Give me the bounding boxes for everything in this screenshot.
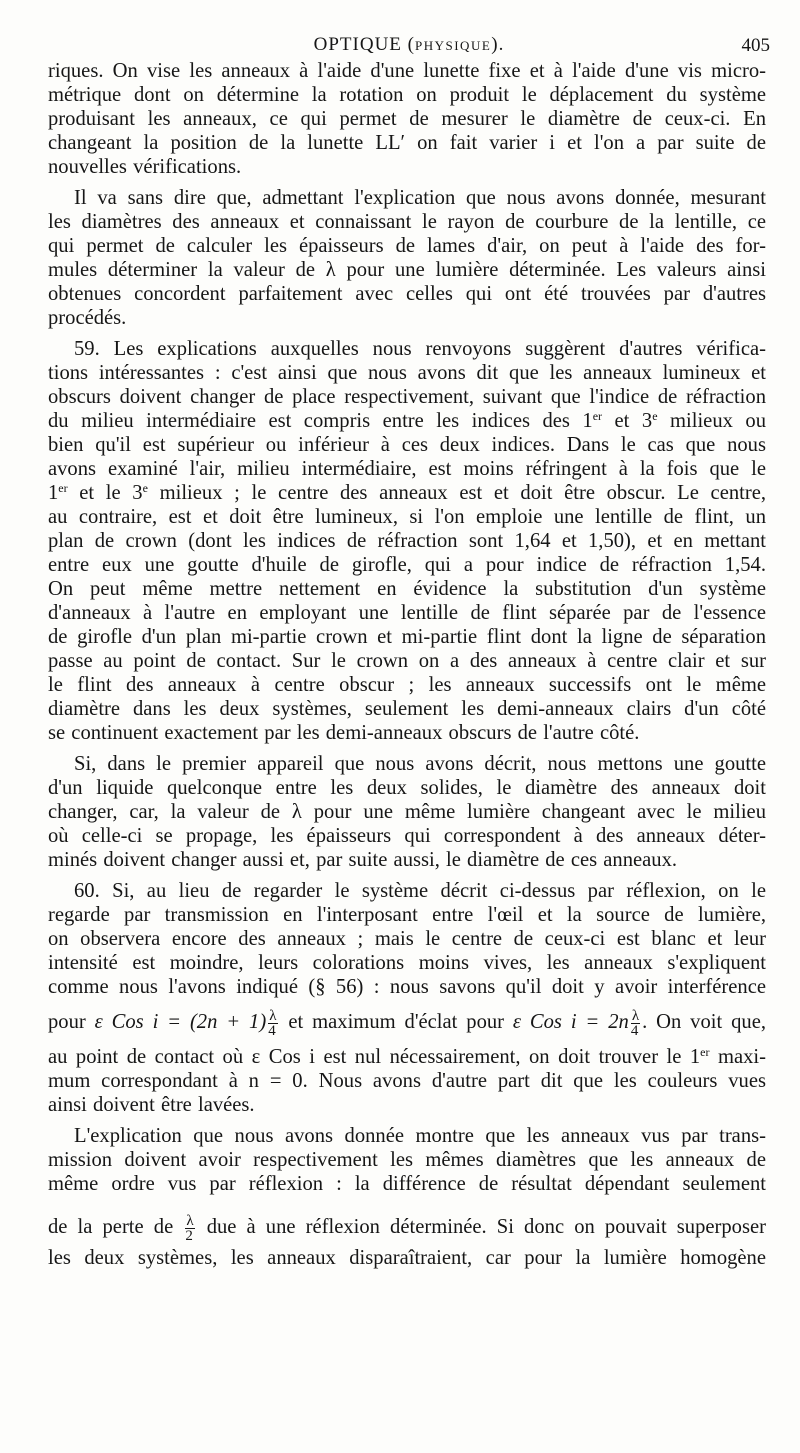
- text-fragment: due à une réflexion déterminée. Si donc on pouvait superposer: [196, 1216, 766, 1238]
- text-fragment: pour: [48, 1011, 95, 1033]
- text-line: mules déterminer la valeur de λ pour une lumière déterminée. Les valeurs ainsi: [48, 259, 766, 281]
- page-number: 405: [741, 35, 770, 56]
- text-line: L'explication que nous avons donnée montre que les anneaux vus par trans-: [74, 1125, 766, 1147]
- text-line: le flint des anneaux à centre obscur ; les anneaux successifs ont le même: [48, 674, 766, 696]
- running-title-main: OPTIQUE (: [313, 34, 415, 55]
- fraction-numerator: λ: [186, 1212, 194, 1229]
- text-line: changer, car, la valeur de λ pour une même lumière changeant avec le milieu: [48, 801, 766, 823]
- text-line: on observera encore des anneaux ; mais le centre de ceux-ci est blanc et leur: [48, 928, 766, 950]
- text-line: intensité est moindre, leurs colorations moins vives, les anneaux s'expliquent: [48, 952, 766, 974]
- text-line: les deux systèmes, les anneaux disparaîtraient, car pour la lumière homogène: [48, 1247, 766, 1269]
- text-line: tions intéressantes : c'est ainsi que nous avons dit que les anneaux lumineux et: [48, 362, 766, 384]
- running-title-end: ).: [491, 34, 505, 55]
- text-line: avons examiné l'air, milieu intermédiaire, est moins réfringent à la fois que le: [48, 458, 766, 480]
- paragraph-section-59: [48, 337, 766, 745]
- text-line: procédés.: [48, 307, 127, 329]
- text-line: Il va sans dire que, admettant l'explication que nous avons donnée, mesurant: [74, 187, 766, 209]
- text-fragment: et maximum d'éclat pour: [279, 1011, 513, 1033]
- paragraph: [48, 186, 766, 330]
- text-line: 59. Les explications auxquelles nous renvoyons suggèrent d'autres vérifica-: [74, 338, 766, 360]
- text-fragment: de la perte de: [48, 1216, 184, 1238]
- running-title-subtitle: PHYSIQUE: [414, 38, 492, 53]
- text-line: entre eux une goutte d'huile de girofle, qui a pour indice de réfraction 1,54.: [48, 554, 766, 576]
- paragraph: [48, 59, 766, 179]
- formula: ε Cos i = (2n + 1): [94, 1011, 267, 1033]
- text-line: où celle-ci se propage, les épaisseurs qui correspondent à des anneaux déter-: [48, 825, 766, 847]
- text-line: obtenues concordent parfaitement avec celles qui ont été trouvées par d'autres: [48, 283, 766, 305]
- text-line: riques. On vise les anneaux à l'aide d'une lunette fixe et à l'aide d'une vis micro-: [48, 60, 766, 82]
- text-line: Si, dans le premier appareil que nous avons décrit, nous mettons une goutte: [74, 753, 766, 775]
- fraction: [185, 1214, 194, 1243]
- text-line: produisant les anneaux, ce qui permet de mesurer le diamètre de ceux-ci. En: [48, 108, 766, 130]
- text-line: au point de contact où ε Cos i est nul nécessairement, on doit trouver le 1er maxi-: [48, 1045, 766, 1068]
- text-line: 1er et le 3e milieux ; le centre des anneaux est et doit être obscur. Le centre,: [48, 481, 766, 504]
- fraction: [268, 1009, 277, 1038]
- text-line: même ordre vus par réflexion : la différence de résultat dépendant seulement: [48, 1173, 766, 1195]
- text-line: métrique dont on détermine la rotation on produit le déplacement du système: [48, 84, 766, 106]
- running-title: [48, 34, 770, 56]
- paragraph: [48, 752, 766, 872]
- text-line: d'un liquide quelconque entre les deux solides, le diamètre des anneaux doit: [48, 777, 766, 799]
- formula: ε Cos i = 2n: [512, 1011, 629, 1033]
- text-line: nouvelles vérifications.: [48, 156, 242, 178]
- page-body: [48, 59, 766, 1270]
- text-line: 60. Si, au lieu de regarder le système décrit ci-dessus par réflexion, on le: [74, 880, 766, 902]
- text-line: ainsi doivent être lavées.: [48, 1094, 255, 1116]
- fraction-denominator: 2: [185, 1227, 193, 1244]
- running-header: [48, 34, 770, 58]
- text-line: minés doivent changer aussi et, par suite aussi, le diamètre de ces anneaux.: [48, 849, 678, 871]
- text-line: diamètre dans les deux systèmes, seulement les demi-anneaux clairs d'un côté: [48, 698, 766, 720]
- text-line: mission doivent avoir respectivement les mêmes diamètres que les anneaux de: [48, 1149, 766, 1171]
- text-line: changeant la position de la lunette LL′ on fait varier i et l'on a par suite de: [48, 132, 766, 154]
- text-line: se continuent exactement par les demi-anneaux obscurs de l'autre côté.: [48, 722, 640, 744]
- text-line: regarde par transmission en l'interposant entre l'œil et la source de lumière,: [48, 904, 766, 926]
- text-fragment: . On voit que,: [642, 1011, 766, 1033]
- text-line: du milieu intermédiaire est compris entre les indices des 1er et 3e milieux ou: [48, 409, 766, 432]
- fraction-denominator: 4: [630, 1022, 639, 1039]
- text-line: On peut même mettre nettement en évidence la substitution d'un système: [48, 578, 766, 600]
- fraction: [631, 1009, 640, 1038]
- text-line: comme nous l'avons indiqué (§ 56) : nous savons qu'il doit y avoir interférence: [48, 976, 766, 998]
- text-line: de girofle d'un plan mi-partie crown et mi-partie flint dont la ligne de séparation: [48, 626, 766, 648]
- paragraph-section-60: [48, 879, 766, 1117]
- paragraph: [48, 1124, 766, 1270]
- text-line: d'anneaux à l'autre en employant une lentille de flint séparée par de l'essence: [48, 602, 766, 624]
- text-line: au contraire, est et doit être lumineux, si l'on emploie une lentille de flint, un: [48, 506, 766, 528]
- formula-line: [48, 1196, 766, 1246]
- text-line: mum correspondant à n = 0. Nous avons d'autre part dit que les couleurs vues: [48, 1070, 766, 1092]
- text-line: passe au point de contact. Sur le crown on a des anneaux à centre clair et sur: [48, 650, 766, 672]
- text-line: bien qu'il est supérieur ou inférieur à ces deux indices. Dans le cas que nous: [48, 434, 766, 456]
- fraction-numerator: λ: [631, 1007, 640, 1024]
- text-line: les diamètres des anneaux et connaissant le rayon de courbure de la lentille, ce: [48, 211, 766, 233]
- formula-line: [48, 999, 766, 1045]
- text-line: plan de crown (dont les indices de réfraction sont 1,64 et 1,50), et en mettant: [48, 530, 766, 552]
- fraction-denominator: 4: [268, 1022, 276, 1039]
- fraction-numerator: λ: [269, 1007, 277, 1024]
- text-line: qui permet de calculer les épaisseurs de lames d'air, on peut à l'aide des for-: [48, 235, 766, 257]
- text-line: obscurs doivent changer de place respectivement, suivant que l'indice de réfraction: [48, 386, 766, 408]
